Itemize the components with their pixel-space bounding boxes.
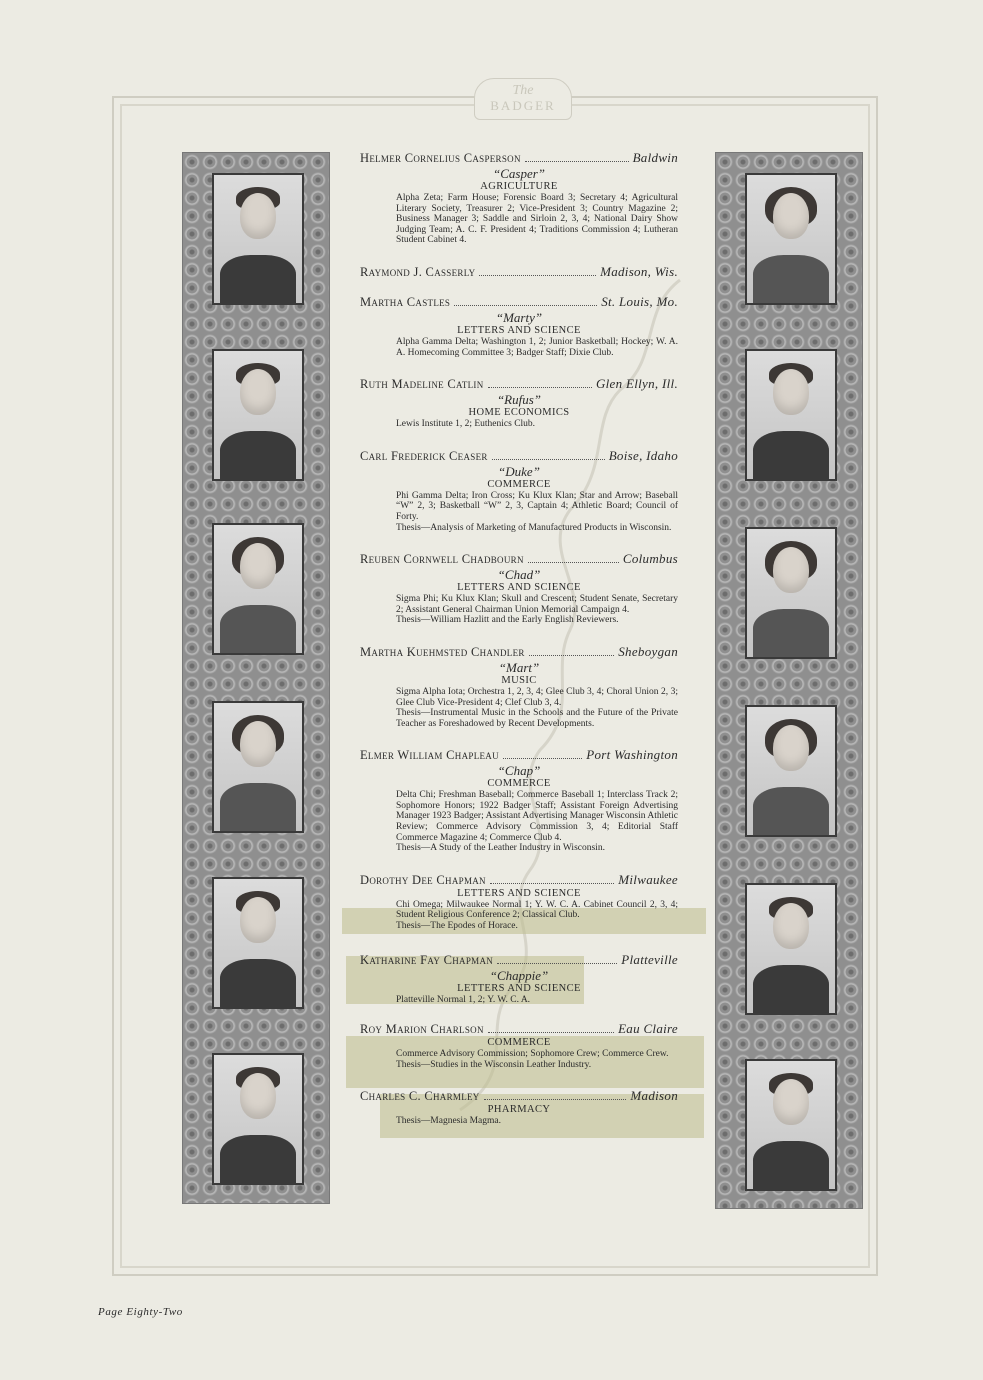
- left-photo-strip: [182, 152, 330, 1204]
- student-entry: [360, 551, 678, 626]
- college: AGRICULTURE: [480, 181, 558, 192]
- student-name: Martha Castles: [360, 294, 451, 309]
- portrait-photo: [745, 883, 837, 1015]
- activities: Phi Gamma Delta; Iron Cross; Ku Klux Klan; Star and Arrow; Baseball “W” 2, 3; Basketball “W” 2, 3, Captain 4; Athletic Board; Council of Forty.: [396, 490, 678, 522]
- college: COMMERCE: [487, 478, 551, 490]
- activities: Lewis Institute 1, 2; Euthenics Club.: [396, 419, 536, 430]
- nickname: “Duke”: [498, 463, 540, 479]
- thesis: Thesis—Magnesia Magma.: [396, 1116, 502, 1127]
- portrait-photo: [745, 1059, 837, 1191]
- college: LETTERS AND SCIENCE: [457, 887, 581, 899]
- student-name: Katharine Fay Chapman: [360, 952, 494, 967]
- activities: Chi Omega; Milwaukee Normal 1; Y. W. C. A. Cabinet Council 2, 3, 4; Student Religious Conference 2; Classical Club.: [396, 899, 678, 921]
- activities: Sigma Alpha Iota; Orchestra 1, 2, 3, 4; Glee Club 3, 4; Choral Union 2, 3; Glee Club Vice-President 4; Clef Club 3, 4.: [396, 686, 678, 708]
- college: MUSIC: [501, 674, 537, 686]
- hometown: Port Washington: [586, 747, 678, 763]
- student-name: Ruth Madeline Catlin: [360, 377, 484, 392]
- hometown: Columbus: [622, 551, 678, 567]
- portrait-photo: [745, 705, 837, 837]
- nickname: “Mart”: [498, 659, 540, 675]
- student-name: Raymond J. Casserly: [360, 264, 476, 279]
- portrait-photo: [212, 349, 304, 481]
- college: LETTERS AND SCIENCE: [457, 324, 581, 336]
- portrait-photo: [212, 523, 304, 655]
- college: LETTERS AND SCIENCE: [457, 582, 581, 594]
- portrait-photo: [212, 877, 304, 1009]
- thesis: Thesis—William Hazlitt and the Early English Reviewers.: [396, 615, 619, 626]
- hometown: Sheboygan: [618, 643, 678, 659]
- student-name: Martha Kuehmsted Chandler: [360, 644, 525, 659]
- activities: Commerce Advisory Commission; Sophomore Crew; Commerce Crew.: [396, 1049, 669, 1060]
- portrait-photo: [745, 527, 837, 659]
- hometown: Glen Ellyn, Ill.: [595, 376, 678, 392]
- student-entry: [360, 952, 678, 1006]
- student-entry: [360, 376, 678, 430]
- hometown: Madison: [630, 1088, 678, 1104]
- thesis: Thesis—Instrumental Music in the Schools and the Future of the Private Teacher as Foreshadowed by Recent Developments.: [396, 708, 678, 729]
- nickname: “Casper”: [492, 166, 546, 181]
- hometown: St. Louis, Mo.: [601, 293, 678, 309]
- hometown: Platteville: [621, 951, 678, 967]
- hometown: Madison, Wis.: [600, 263, 678, 279]
- thesis: Thesis—Analysis of Marketing of Manufactured Products in Wisconsin.: [396, 522, 672, 533]
- student-entry: [360, 264, 678, 280]
- student-entry: [360, 644, 678, 729]
- student-name: Helmer Cornelius Casperson: [360, 151, 521, 165]
- nickname: “Marty”: [495, 309, 543, 325]
- student-name: Roy Marion Charlson: [360, 1022, 484, 1037]
- hometown: Boise, Idaho: [608, 447, 678, 463]
- nickname: “Chap”: [497, 763, 541, 779]
- activities: Alpha Gamma Delta; Washington 1, 2; Junior Basketball; Hockey; W. A. A. Homecoming Committee 3; Badger Staff; Dixie Club.: [396, 336, 678, 358]
- student-entry: [360, 150, 678, 246]
- portrait-photo: [212, 173, 304, 305]
- hometown: Milwaukee: [618, 871, 678, 887]
- nickname: “Chappie”: [489, 967, 549, 983]
- student-entry: [360, 294, 678, 358]
- student-entry: [360, 1088, 678, 1127]
- activities: Alpha Zeta; Farm House; Forensic Board 3; Secretary 4; Agricultural Literary Society, Treasurer 2; Vice-President 3; Country Magazine 2; Business Manager 3; Saddle and Sirloin 2, 3, 4; National Dairy Show Judging Team; A. C. F. President 4; Traditions Commission 4; Lutheran Student Cabinet 4.: [396, 193, 678, 246]
- activities: Delta Chi; Freshman Baseball; Commerce Baseball 1; Interclass Track 2; Sophomore Honors; 1922 Badger Staff; Assistant Foreign Advertising Manager 1923 Badger; Assistant Advertising Manager Wisconsin Athletic Review; Commerce Advisory Commission 3, 4; Editorial Staff Commerce Magazine 4; Commerce Club 4.: [396, 790, 678, 843]
- student-name: Dorothy Dee Chapman: [360, 872, 486, 887]
- college: LETTERS AND SCIENCE: [457, 982, 581, 994]
- portrait-photo: [212, 701, 304, 833]
- nickname: “Chad”: [497, 567, 541, 583]
- portrait-photo: [745, 173, 837, 305]
- student-entry: [360, 872, 678, 932]
- student-name: Charles C. Charmley: [360, 1089, 480, 1104]
- college: COMMERCE: [487, 1037, 551, 1049]
- student-name: Reuben Cornwell Chadbourn: [360, 552, 524, 567]
- portrait-photo: [745, 349, 837, 481]
- college: PHARMACY: [487, 1104, 551, 1116]
- hometown: Eau Claire: [618, 1021, 678, 1037]
- student-entries: [360, 150, 678, 1141]
- nickname: “Rufus”: [496, 392, 542, 408]
- student-entry: [360, 747, 678, 854]
- emblem-line-2: BADGER: [490, 98, 556, 113]
- portrait-photo: [212, 1053, 304, 1185]
- college: HOME ECONOMICS: [468, 407, 570, 419]
- student-entry: [360, 448, 678, 533]
- emblem-line-1: The: [512, 83, 534, 98]
- thesis: Thesis—The Epodes of Horace.: [396, 921, 518, 932]
- student-name: Elmer William Chapleau: [360, 748, 499, 763]
- page-number: Page Eighty-Two: [98, 1306, 183, 1318]
- thesis: Thesis—A Study of the Leather Industry in Wisconsin.: [396, 843, 605, 854]
- student-name: Carl Frederick Ceaser: [360, 448, 488, 463]
- activities: Sigma Phi; Ku Klux Klan; Skull and Crescent; Student Senate, Secretary 2; Assistant General Chairman Union Memorial Campaign 4.: [396, 594, 678, 615]
- thesis: Thesis—Studies in the Wisconsin Leather Industry.: [396, 1059, 592, 1070]
- hometown: Baldwin: [632, 150, 678, 165]
- right-photo-strip: [715, 152, 863, 1209]
- activities: Platteville Normal 1, 2; Y. W. C. A.: [396, 994, 531, 1005]
- badger-emblem: [474, 78, 572, 120]
- college: COMMERCE: [487, 778, 551, 790]
- student-entry: [360, 1021, 678, 1070]
